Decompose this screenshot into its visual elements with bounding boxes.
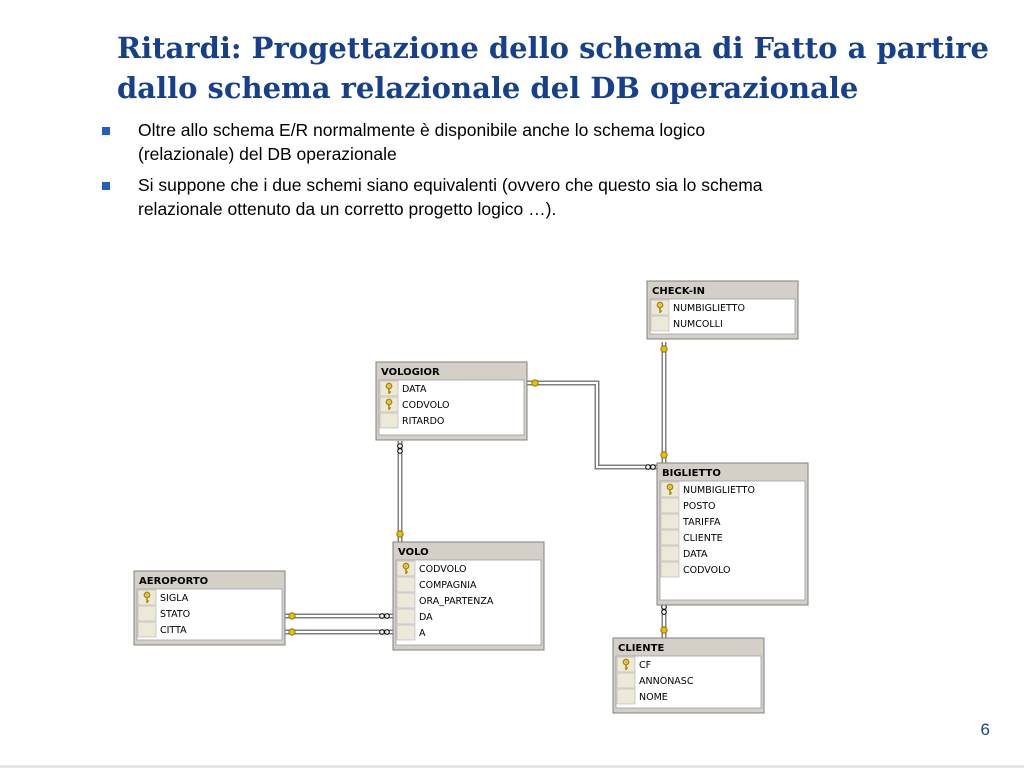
column-name: CF	[639, 660, 652, 671]
column-name: NUMBIGLIETTO	[673, 303, 745, 314]
table-name: VOLOGIOR	[381, 367, 440, 378]
bullet-text-line: Si suppone che i due schemi siano equivalenti (ovvero che questo sia lo schema	[138, 175, 763, 195]
table-body	[379, 380, 524, 435]
table-cliente	[613, 638, 764, 713]
table-name: VOLO	[398, 547, 429, 558]
column-name: NUMCOLLI	[673, 319, 723, 330]
column-name: NOME	[639, 692, 668, 703]
row-selector	[397, 609, 415, 624]
key-endpoint-icon	[661, 452, 667, 458]
column-name: TARIFFA	[683, 517, 721, 528]
key-endpoint-icon	[661, 346, 667, 352]
column-name: CODVOLO	[419, 564, 467, 575]
row-selector	[617, 673, 635, 688]
table-aeroporto	[134, 571, 285, 645]
bullet-text-line: Oltre allo schema E/R normalmente è disponibile anche lo schema logico	[138, 120, 706, 140]
table-body	[660, 481, 805, 600]
column-name: DATA	[402, 384, 427, 395]
row-selector	[661, 562, 679, 577]
table-name: AEROPORTO	[139, 576, 209, 587]
row-selector	[397, 593, 415, 608]
table-body	[137, 589, 282, 640]
relationship-line-vologior-biglietto	[527, 383, 657, 467]
page-number: 6	[980, 720, 990, 739]
slide-title-line2: dallo schema relazionale del DB operazionale	[117, 71, 859, 105]
table-checkin	[647, 281, 798, 339]
bullet-text-line: (relazionale) del DB operazionale	[138, 144, 397, 164]
column-name: ORA_PARTENZA	[419, 596, 494, 607]
table-name: BIGLIETTO	[662, 468, 721, 479]
row-selector	[661, 498, 679, 513]
relationship-line-vologior-biglietto-inner	[527, 383, 657, 467]
slide-title-line1: Ritardi: Progettazione dello schema di Fatto a partire	[117, 31, 989, 65]
column-name: A	[419, 628, 426, 639]
column-name: CITTA	[160, 625, 187, 636]
column-name: CODVOLO	[402, 400, 450, 411]
table-vologior	[376, 362, 527, 440]
table-name: CLIENTE	[618, 643, 665, 654]
row-selector	[617, 689, 635, 704]
row-selector	[651, 316, 669, 331]
column-name: COMPAGNIA	[419, 580, 477, 591]
column-name: NUMBIGLIETTO	[683, 485, 755, 496]
column-name: ANNONASC	[639, 676, 694, 687]
row-selector	[380, 413, 398, 428]
row-selector	[397, 577, 415, 592]
row-selector	[661, 514, 679, 529]
row-selector	[661, 530, 679, 545]
table-name: CHECK-IN	[652, 286, 705, 297]
row-selector	[138, 606, 156, 621]
column-name: POSTO	[683, 501, 716, 512]
key-endpoint-icon	[661, 627, 667, 633]
key-endpoint-icon	[289, 613, 295, 619]
table-volo	[393, 542, 544, 650]
row-selector	[138, 622, 156, 637]
column-name: DATA	[683, 549, 708, 560]
column-name: STATO	[160, 609, 191, 620]
key-endpoint-icon	[397, 531, 403, 537]
row-selector	[397, 625, 415, 640]
column-name: CLIENTE	[683, 533, 723, 544]
key-endpoint-icon	[289, 629, 295, 635]
bullet-text-line: relazionale ottenuto da un corretto progetto logico …).	[138, 199, 557, 219]
column-name: DA	[419, 612, 433, 623]
column-name: RITARDO	[402, 416, 445, 427]
row-selector	[661, 546, 679, 561]
column-name: CODVOLO	[683, 565, 731, 576]
column-name: SIGLA	[160, 593, 189, 604]
key-endpoint-icon	[532, 380, 538, 386]
table-biglietto	[657, 463, 808, 605]
